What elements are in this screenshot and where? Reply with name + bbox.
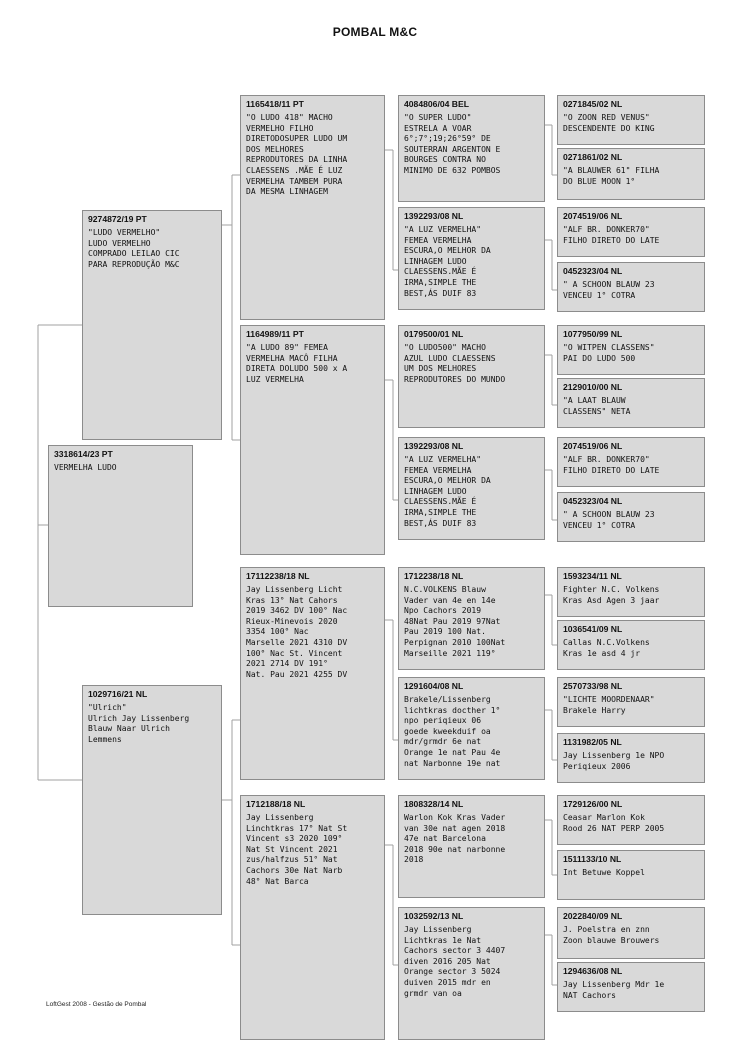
pigeon-card-gen4[interactable] [557,677,705,727]
pigeon-description: Jay Lissenberg Licht Kras 13° Nat Cahors 2019 3462 DV 100° Nac Rieux-Minevois 2020 3354 100° Nac Marselle 2021 4310 DV 100° Nac St. Vincent 2021 2714 DV 191° Nat. Pau 2021 4255 DV [246,585,348,679]
page-title: POMBAL M&C [332,25,418,39]
ring-number: 9274872/19 PT [88,214,147,224]
ring-number: 1729126/00 NL [563,799,623,809]
pigeon-description: "A LAAT BLAUW CLASSENS" NETA [563,396,631,416]
pigeon-description: Jay Lissenberg Linchtkras 17° Nat St Vincent s3 2020 109° Nat St Vincent 2021 zus/halfzus 51° Nat Cachors 30e Nat Narb 48° Nat Barca [246,813,348,886]
ring-number: 4084806/04 BEL [404,99,469,109]
pigeon-description: "A BLAUWER 61" FILHA DO BLUE MOON 1° [563,166,660,186]
ring-number: 1165418/11 PT [246,99,304,109]
pigeon-card-subject[interactable] [48,445,193,607]
pigeon-description: Fighter N.C. Volkens Kras Asd Agen 3 jaar [563,585,660,605]
pigeon-card-gen4[interactable] [557,733,705,783]
ring-number: 17112238/18 NL [246,571,310,581]
ring-number: 2074519/06 NL [563,211,623,221]
pigeon-description: "Ulrich" Ulrich Jay Lissenberg Blauw Naar Ulrich Lemmens [88,703,190,744]
pigeon-description: Jay Lissenberg Mdr 1e NAT Cachors [563,980,665,1000]
pigeon-card-dam[interactable] [82,685,222,915]
pigeon-card-gen4[interactable] [557,962,705,1012]
pigeon-card-gen3[interactable] [398,207,545,310]
ring-number: 1511133/10 NL [563,854,622,864]
ring-number: 1036541/09 NL [563,624,623,634]
pigeon-description: "LUDO VERMELHO" LUDO VERMELHO COMPRADO LEILAO CIC PARA REPRODUÇÃO M&C [88,228,180,269]
pigeon-description: "ALF BR. DONKER70" FILHO DIRETO DO LATE [563,455,660,475]
ring-number: 1131982/05 NL [563,737,622,747]
pigeon-card-gen3[interactable] [398,95,545,202]
ring-number: 1032592/13 NL [404,911,464,921]
pigeon-card-sire[interactable] [82,210,222,440]
pigeon-card-gen4[interactable] [557,262,705,312]
pigeon-description: "O LUDO 418" MACHO VERMELHO FILHO DIRETODOSUPER LUDO UM DOS MELHORES REPRODUTORES DA LINHA CLAESSENS .MÃE É LUZ VERMELHA TAMBEM PURA DA MESMA LINHAGEM [246,113,348,197]
pigeon-description: "A LUZ VERMELHA" FEMEA VERMELHA ESCURA,O MELHOR DA LINHAGEM LUDO CLAESSENS.MÃE É IRMA,SIMPLE THE BEST,ÁS DUIF 83 [404,455,491,528]
pigeon-description: J. Poelstra en znn Zoon blauwe Brouwers [563,925,660,945]
pigeon-card-gen4[interactable] [557,148,705,200]
pigeon-description: " A SCHOON BLAUW 23 VENCEU 1° COTRA [563,280,655,300]
pigeon-description: VERMELHA LUDO [54,463,117,472]
ring-number: 1077950/99 NL [563,329,623,339]
ring-number: 1593234/11 NL [563,571,622,581]
ring-number: 1029716/21 NL [88,689,148,699]
pigeon-description: Ceasar Marlon Kok Rood 26 NAT PERP 2005 [563,813,665,833]
pigeon-description: "O LUDO500" MACHO AZUL LUDO CLAESSENS UM DOS MELHORES REPRODUTORES DO MUNDO [404,343,506,384]
pigeon-card-gen3[interactable] [398,325,545,428]
pigeon-card-gen4[interactable] [557,492,705,542]
ring-number: 1164989/11 PT [246,329,304,339]
pigeon-description: "O ZOON RED VENUS" DESCENDENTE DO KING [563,113,655,133]
pigeon-description: N.C.VOLKENS Blauw Vader van 4e en 14e Npo Cachors 2019 48Nat Pau 2019 97Nat Pau 2019 100 Nat. Perpignan 2010 100Nat Marseille 2021 119° [404,585,506,658]
ring-number: 0452323/04 NL [563,496,623,506]
pigeon-description: Warlon Kok Kras Vader van 30e nat agen 2018 47e nat Barcelona 2018 90e nat narbonne 2018 [404,813,506,865]
ring-number: 0179500/01 NL [404,329,464,339]
ring-number: 2022840/09 NL [563,911,623,921]
pigeon-card-gen3[interactable] [398,437,545,540]
pigeon-card-gen4[interactable] [557,378,705,428]
pigeon-card-gen3[interactable] [398,795,545,898]
ring-number: 1291604/08 NL [404,681,464,691]
ring-number: 1392293/08 NL [404,441,464,451]
pigeon-card-gen4[interactable] [557,850,705,900]
ring-number: 1712188/18 NL [246,799,306,809]
ring-number: 1294636/08 NL [563,966,623,976]
ring-number: 2074519/06 NL [563,441,623,451]
ring-number: 2129010/00 NL [563,382,623,392]
pigeon-card-gen2[interactable] [240,795,385,1040]
pigeon-card-gen4[interactable] [557,620,705,670]
pigeon-card-gen4[interactable] [557,567,705,617]
ring-number: 1808328/14 NL [404,799,464,809]
pigeon-card-gen4[interactable] [557,95,705,145]
pigeon-card-gen4[interactable] [557,437,705,487]
pigeon-description: Brakele/Lissenberg lichtkras docther 1° npo periqieux 06 goede kweekduif oa mdr/grmdr 6e nat Orange 1e nat Pau 4e nat Narbonne 19e nat [404,695,501,768]
pigeon-card-gen4[interactable] [557,907,705,959]
ring-number: 1712238/18 NL [404,571,464,581]
ring-number: 0271845/02 NL [563,99,623,109]
ring-number: 0452323/04 NL [563,266,623,276]
pigeon-description: "A LUDO 89" FEMEA VERMELHA MACÔ FILHA DIRETA DOLUDO 500 x A LUZ VERMELHA [246,343,348,384]
pigeon-description: Jay Lissenberg 1e NPO Periqieux 2006 [563,751,665,771]
ring-number: 1392293/08 NL [404,211,464,221]
pigeon-card-gen3[interactable] [398,567,545,670]
pigeon-card-gen2[interactable] [240,567,385,780]
pigeon-card-gen4[interactable] [557,207,705,257]
footer-text: LoftGest 2008 - Gestão de Pombal [46,1001,147,1008]
pigeon-description: Callas N.C.Volkens Kras 1e asd 4 jr [563,638,650,658]
ring-number: 0271861/02 NL [563,152,623,162]
pigeon-description: Int Betuwe Koppel [563,868,645,877]
pigeon-description: " A SCHOON BLAUW 23 VENCEU 1° COTRA [563,510,655,530]
pigeon-card-gen3[interactable] [398,907,545,1040]
pigeon-description: "O WITPEN CLASSENS" PAI DO LUDO 500 [563,343,655,363]
pigeon-card-gen4[interactable] [557,325,705,375]
pigeon-description: "O SUPER LUDO" ESTRELA A VOAR 6°;7°;19;26°59° DE SOUTERRAN ARGENTON E BOURGES CONTRA NO MINIMO DE 632 POMBOS [404,113,501,175]
ring-number: 3318614/23 PT [54,449,113,459]
pigeon-description: "A LUZ VERMELHA" FEMEA VERMELHA ESCURA,O MELHOR DA LINHAGEM LUDO CLAESSENS.MÃE É IRMA,SIMPLE THE BEST,ÁS DUIF 83 [404,225,491,298]
pigeon-card-gen4[interactable] [557,795,705,845]
pigeon-description: "LICHTE MOORDENAAR" Brakele Harry [563,695,655,715]
pigeon-card-gen2[interactable] [240,325,385,555]
ring-number: 2570733/98 NL [563,681,623,691]
pigeon-description: Jay Lissenberg Lichtkras 1e Nat Cachors sector 3 4407 diven 2016 205 Nat Orange sector 3 5024 duiven 2015 mdr en grmdr van oa [404,925,506,998]
pigeon-card-gen3[interactable] [398,677,545,780]
pigeon-description: "ALF BR. DONKER70" FILHO DIRETO DO LATE [563,225,660,245]
pigeon-card-gen2[interactable] [240,95,385,320]
